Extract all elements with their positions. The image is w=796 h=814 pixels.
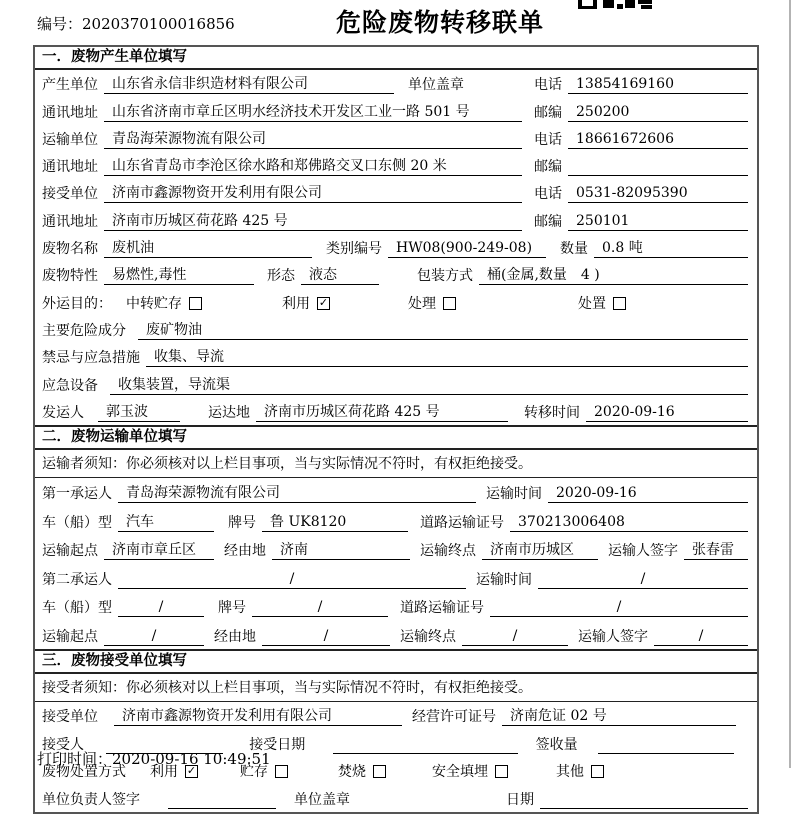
hazard-value: 废矿物油 bbox=[138, 321, 748, 340]
end1-label: 运输终点 bbox=[420, 543, 476, 560]
emergency-label: 禁忌与应急措施 bbox=[42, 350, 140, 367]
disposal-store-checkbox bbox=[275, 765, 288, 778]
print-time bbox=[37, 748, 271, 769]
phone2-label: 电话 bbox=[534, 131, 562, 148]
phone1-value: 13854169160 bbox=[568, 75, 748, 94]
receive-date-label: 接受日期 bbox=[249, 736, 306, 753]
phone1-label: 电话 bbox=[534, 77, 562, 94]
license-label: 经营许可证号 bbox=[412, 709, 496, 726]
row-vehicle1 bbox=[35, 506, 757, 535]
row-waste-character bbox=[35, 261, 757, 288]
plate1-value: 鲁 UK8120 bbox=[262, 513, 408, 532]
character-label: 废物特性 bbox=[42, 268, 98, 285]
row-second-carrier bbox=[35, 563, 757, 592]
row-emergency-measures bbox=[35, 343, 757, 370]
shipper-label: 发运人 bbox=[42, 404, 84, 421]
waste-name-value: 废机油 bbox=[104, 239, 312, 258]
date2-value bbox=[540, 790, 748, 809]
carrier1-label: 第一承运人 bbox=[42, 486, 112, 503]
transfer-time-value: 2020-09-16 bbox=[586, 403, 748, 422]
sign1-value: 张春雷 bbox=[684, 541, 748, 560]
row-producer bbox=[35, 70, 757, 97]
phone2-value: 18661672606 bbox=[568, 130, 748, 149]
road2-label: 道路运输证号 bbox=[400, 600, 484, 617]
producer-value: 山东省永信非织造材料有限公司 bbox=[104, 75, 394, 94]
vehicle1-value: 汽车 bbox=[118, 513, 214, 532]
section2-body bbox=[35, 478, 757, 649]
zip3-value: 250101 bbox=[568, 212, 748, 231]
qr-block bbox=[617, 4, 623, 9]
vehicle1-label: 车（船）型 bbox=[42, 514, 112, 531]
treat-checkbox bbox=[443, 297, 456, 310]
time2-label: 运输时间 bbox=[476, 571, 532, 588]
date2-label: 日期 bbox=[506, 791, 534, 808]
hazard-label: 主要危险成分 bbox=[42, 322, 126, 339]
addr3-label: 通讯地址 bbox=[42, 213, 98, 230]
character-value: 易燃性,毒性 bbox=[104, 266, 254, 285]
row-transporter-address bbox=[35, 152, 757, 179]
row-transporter bbox=[35, 125, 757, 152]
sign2-value: / bbox=[654, 627, 748, 646]
packing-value: 桶(金属,数量 4 ) bbox=[479, 266, 748, 285]
qr-code-fragment bbox=[578, 0, 654, 9]
origin2-label: 运输起点 bbox=[42, 628, 98, 645]
plate2-value: / bbox=[252, 598, 388, 617]
category-value: HW08(900-249-08) bbox=[388, 239, 546, 258]
row-route1 bbox=[35, 535, 757, 564]
row-receiver-address bbox=[35, 206, 757, 233]
packing-label: 包装方式 bbox=[417, 268, 473, 285]
license-value: 济南危证 02 号 bbox=[502, 707, 736, 726]
addr3-value: 济南市历城区荷花路 425 号 bbox=[104, 212, 522, 231]
manifest-number bbox=[37, 13, 235, 34]
waste-name-label: 废物名称 bbox=[42, 241, 98, 258]
carrier2-value: / bbox=[118, 570, 466, 589]
head-sign-label: 单位负责人签字 bbox=[42, 791, 140, 808]
row-shipper bbox=[35, 398, 757, 425]
row-first-carrier bbox=[35, 478, 757, 507]
signed-qty-value bbox=[598, 735, 734, 754]
section2-notice: 运输者须知：你必须核对以上栏目事项，当与实际情况不符时，有权拒绝接受。 bbox=[35, 450, 757, 478]
disposal-option-incinerate: 焚烧 bbox=[338, 764, 366, 781]
receiving-unit-label: 接受单位 bbox=[42, 709, 98, 726]
equipment-label: 应急设备 bbox=[42, 377, 98, 394]
manifest-form-table bbox=[33, 45, 759, 814]
row-unit-head-sign bbox=[35, 784, 757, 812]
disposal-incinerate-checkbox bbox=[373, 765, 386, 778]
disposal-other-checkbox bbox=[591, 765, 604, 778]
addr1-value: 山东省济南市章丘区明水经济技术开发区工业一路 501 号 bbox=[104, 103, 522, 122]
section3-header: 三．废物接受单位填写 bbox=[35, 649, 757, 674]
dispose-checkbox bbox=[613, 297, 626, 310]
end2-value: / bbox=[462, 627, 568, 646]
row-vehicle2 bbox=[35, 592, 757, 621]
quantity-value: 0.8 吨 bbox=[594, 239, 748, 258]
via2-value: / bbox=[262, 627, 390, 646]
sign2-label: 运输人签字 bbox=[578, 628, 648, 645]
row-producer-address bbox=[35, 97, 757, 124]
plate2-label: 牌号 bbox=[218, 600, 246, 617]
qr-block bbox=[638, 0, 652, 4]
receiver-value: 济南市鑫源物资开发利用有限公司 bbox=[104, 184, 522, 203]
origin1-label: 运输起点 bbox=[42, 543, 98, 560]
section1-header: 一．废物产生单位填写 bbox=[35, 47, 757, 70]
print-time-value: 2020-09-16 10:49:51 bbox=[112, 750, 271, 768]
zip3-label: 邮编 bbox=[534, 213, 562, 230]
via1-label: 经由地 bbox=[224, 543, 266, 560]
manifest-number-label: 编号： bbox=[37, 15, 83, 33]
unit-seal2-label: 单位盖章 bbox=[294, 791, 350, 808]
row-route2 bbox=[35, 620, 757, 649]
addr2-label: 通讯地址 bbox=[42, 159, 98, 176]
receive-date-value bbox=[333, 735, 517, 754]
row-hazard-component bbox=[35, 316, 757, 343]
zip2-label: 邮编 bbox=[534, 159, 562, 176]
phone3-label: 电话 bbox=[534, 186, 562, 203]
via2-label: 经由地 bbox=[214, 628, 256, 645]
qr-block bbox=[593, 0, 597, 9]
destination-label: 运达地 bbox=[208, 404, 250, 421]
unit-seal-label: 单位盖章 bbox=[408, 77, 464, 94]
row-receiving-unit bbox=[35, 702, 757, 730]
transporter-value: 青岛海荣源物流有限公司 bbox=[104, 130, 522, 149]
plate1-label: 牌号 bbox=[228, 514, 256, 531]
vehicle2-value: / bbox=[118, 598, 204, 617]
form-value: 液态 bbox=[301, 266, 379, 285]
shipper-value: 郭玉波 bbox=[98, 403, 180, 422]
receiving-unit-value: 济南市鑫源物资开发利用有限公司 bbox=[114, 707, 402, 726]
signed-qty-label: 签收量 bbox=[535, 736, 578, 753]
end1-value: 济南市历城区 bbox=[482, 541, 598, 560]
section2-header: 二．废物运输单位填写 bbox=[35, 425, 757, 450]
disposal-option-landfill: 安全填埋 bbox=[432, 764, 488, 781]
page-title: 危险废物转移联单 bbox=[335, 9, 544, 37]
purpose-option-dispose: 处置 bbox=[578, 295, 606, 312]
equipment-value: 收集装置，导流渠 bbox=[110, 376, 748, 395]
road1-value: 370213006408 bbox=[510, 513, 748, 532]
destination-value: 济南市历城区荷花路 425 号 bbox=[256, 403, 508, 422]
manifest-number-value: 2020370100016856 bbox=[82, 15, 235, 33]
transfer-time-label: 转移时间 bbox=[524, 404, 580, 421]
sign1-label: 运输人签字 bbox=[608, 543, 678, 560]
time1-value: 2020-09-16 bbox=[548, 484, 748, 503]
receive-person-label: 接受人 bbox=[42, 736, 84, 753]
row-waste-name bbox=[35, 234, 757, 261]
emergency-value: 收集、导流 bbox=[146, 348, 748, 367]
phone3-value: 0531-82095390 bbox=[568, 184, 748, 203]
zip1-value: 250200 bbox=[568, 103, 748, 122]
origin1-value: 济南市章丘区 bbox=[104, 541, 214, 560]
qr-block bbox=[625, 0, 635, 8]
transporter-label: 运输单位 bbox=[42, 131, 98, 148]
category-label: 类别编号 bbox=[326, 241, 382, 258]
receiver-label: 接受单位 bbox=[42, 186, 98, 203]
road2-value: / bbox=[490, 598, 748, 617]
transfer-storage-checkbox bbox=[189, 297, 202, 310]
form-label: 形态 bbox=[267, 268, 295, 285]
page-right-edge-line bbox=[789, 0, 791, 768]
road1-label: 道路运输证号 bbox=[420, 514, 504, 531]
disposal-option-store: 贮存 bbox=[240, 764, 268, 781]
carrier1-value: 青岛海荣源物流有限公司 bbox=[118, 484, 476, 503]
qr-block bbox=[603, 0, 614, 8]
row-purpose bbox=[35, 288, 757, 315]
time1-label: 运输时间 bbox=[486, 486, 542, 503]
section1-body bbox=[35, 70, 757, 425]
purpose-label: 外运目的： bbox=[42, 295, 112, 312]
purpose-option-transfer-storage: 中转贮存 bbox=[126, 295, 182, 312]
disposal-option-utilize: 利用 bbox=[150, 764, 178, 781]
producer-label: 产生单位 bbox=[42, 77, 98, 94]
zip2-value bbox=[568, 157, 748, 176]
print-time-label: 打印时间： bbox=[37, 750, 113, 768]
purpose-option-utilize: 利用 bbox=[282, 295, 310, 312]
zip1-label: 邮编 bbox=[534, 104, 562, 121]
qr-block bbox=[641, 5, 652, 9]
addr2-value: 山东省青岛市李沧区徐水路和郑佛路交叉口东侧 20 米 bbox=[104, 157, 522, 176]
disposal-label: 废物处置方式 bbox=[42, 764, 126, 781]
section3-notice: 接受者须知：你必须核对以上栏目事项，当与实际情况不符时，有权拒绝接受。 bbox=[35, 674, 757, 702]
purpose-option-treat: 处理 bbox=[408, 295, 436, 312]
via1-value: 济南 bbox=[272, 541, 410, 560]
utilize-checkbox: ✓ bbox=[318, 295, 329, 309]
origin2-value: / bbox=[104, 627, 204, 646]
row-receiver bbox=[35, 179, 757, 206]
disposal-utilize-checkbox: ✓ bbox=[186, 764, 197, 778]
carrier2-label: 第二承运人 bbox=[42, 571, 112, 588]
row-emergency-equipment bbox=[35, 370, 757, 397]
disposal-landfill-checkbox bbox=[495, 765, 508, 778]
vehicle2-label: 车（船）型 bbox=[42, 600, 112, 617]
quantity-label: 数量 bbox=[560, 241, 588, 258]
time2-value: / bbox=[538, 570, 748, 589]
disposal-option-other: 其他 bbox=[556, 764, 584, 781]
addr1-label: 通讯地址 bbox=[42, 104, 98, 121]
head-sign-value bbox=[168, 790, 276, 809]
end2-label: 运输终点 bbox=[400, 628, 456, 645]
